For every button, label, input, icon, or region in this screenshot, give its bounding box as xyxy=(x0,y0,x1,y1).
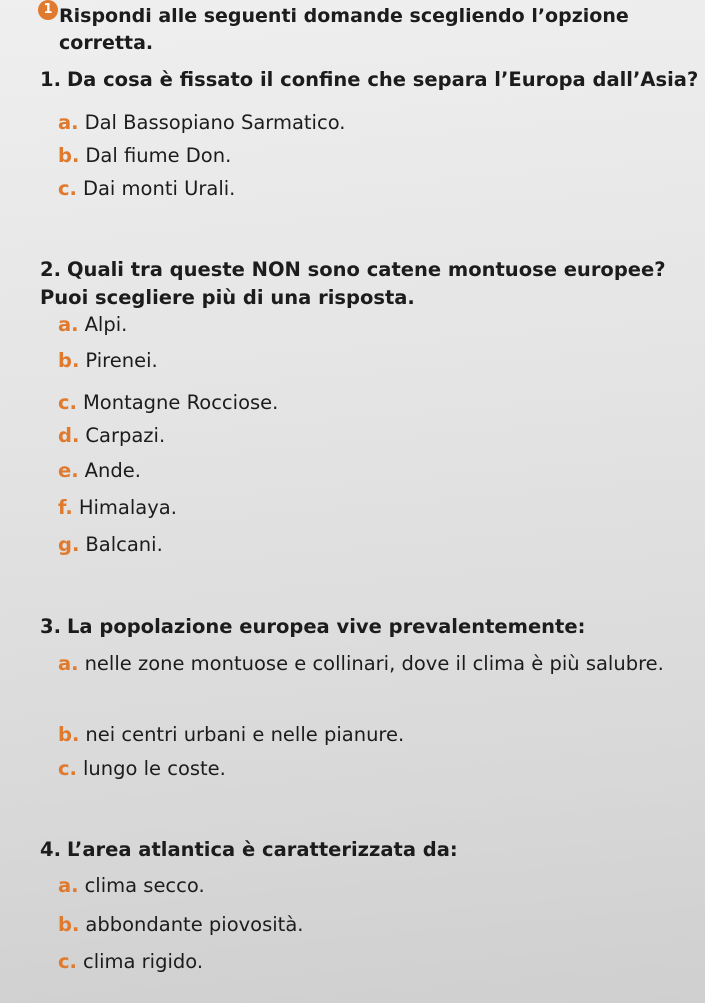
option-letter: a. xyxy=(58,874,79,897)
option-text: nelle zone montuose e collinari, dove il clima è più salubre. xyxy=(84,652,664,675)
question-number: 4. xyxy=(40,838,61,861)
option-letter: d. xyxy=(58,424,80,447)
option-2f[interactable] xyxy=(58,493,688,523)
instruction-text: Rispondi alle seguenti domande scegliendo l’opzione corretta. xyxy=(59,5,629,54)
option-2a[interactable] xyxy=(58,310,688,340)
option-letter: b. xyxy=(58,913,80,936)
question-3 xyxy=(40,613,700,641)
option-text: clima secco. xyxy=(84,874,205,897)
option-text: Montagne Rocciose. xyxy=(82,391,279,414)
question-text: Da cosa è fissato il confine che separa l’Europa dall’Asia? xyxy=(66,68,699,91)
option-1a[interactable] xyxy=(58,108,688,138)
option-2c[interactable] xyxy=(58,388,688,418)
option-4b[interactable] xyxy=(58,910,688,940)
option-3a[interactable] xyxy=(58,648,678,680)
option-letter: b. xyxy=(58,723,80,746)
question-4 xyxy=(40,836,700,864)
question-1 xyxy=(40,66,700,94)
option-letter: b. xyxy=(58,144,80,167)
option-letter: c. xyxy=(58,950,77,973)
option-3c[interactable] xyxy=(58,754,688,784)
question-2 xyxy=(40,256,700,312)
question-number: 2. xyxy=(40,258,61,281)
option-letter: c. xyxy=(58,757,77,780)
option-text: Pirenei. xyxy=(85,349,158,372)
option-4c[interactable] xyxy=(58,947,688,977)
option-text: Alpi. xyxy=(84,313,128,336)
question-number: 3. xyxy=(40,615,61,638)
option-letter: c. xyxy=(58,177,77,200)
option-letter: g. xyxy=(58,533,80,556)
option-text: Dai monti Urali. xyxy=(82,177,236,200)
option-3b[interactable] xyxy=(58,720,688,750)
option-2e[interactable] xyxy=(58,456,688,486)
option-letter: a. xyxy=(58,652,79,675)
question-text: L’area atlantica è caratterizzata da: xyxy=(66,838,458,861)
option-letter: a. xyxy=(58,111,79,134)
option-text: lungo le coste. xyxy=(82,757,226,780)
option-text: Dal Bassopiano Sarmatico. xyxy=(84,111,346,134)
option-text: Carpazi. xyxy=(85,424,166,447)
option-text: Ande. xyxy=(84,459,141,482)
option-2g[interactable] xyxy=(58,530,688,560)
question-text: La popolazione europea vive prevalentemente: xyxy=(66,615,586,638)
option-text: abbondante piovosità. xyxy=(85,913,304,936)
option-letter: e. xyxy=(58,459,79,482)
question-text: Quali tra queste NON sono catene montuose europee? Puoi scegliere più di una risposta. xyxy=(40,258,666,309)
question-number: 1. xyxy=(40,68,61,91)
option-text: nei centri urbani e nelle pianure. xyxy=(85,723,405,746)
option-4a[interactable] xyxy=(58,871,688,901)
exercise-number-badge: 1 xyxy=(38,0,58,20)
option-2d[interactable] xyxy=(58,421,688,451)
option-text: Balcani. xyxy=(85,533,163,556)
option-1b[interactable] xyxy=(58,141,688,171)
option-text: Himalaya. xyxy=(78,496,177,519)
option-letter: b. xyxy=(58,349,80,372)
option-letter: f. xyxy=(58,496,73,519)
option-text: clima rigido. xyxy=(82,950,204,973)
option-text: Dal fiume Don. xyxy=(85,144,232,167)
option-letter: a. xyxy=(58,313,79,336)
option-letter: c. xyxy=(58,391,77,414)
option-1c[interactable] xyxy=(58,174,688,204)
option-2b[interactable] xyxy=(58,346,688,376)
